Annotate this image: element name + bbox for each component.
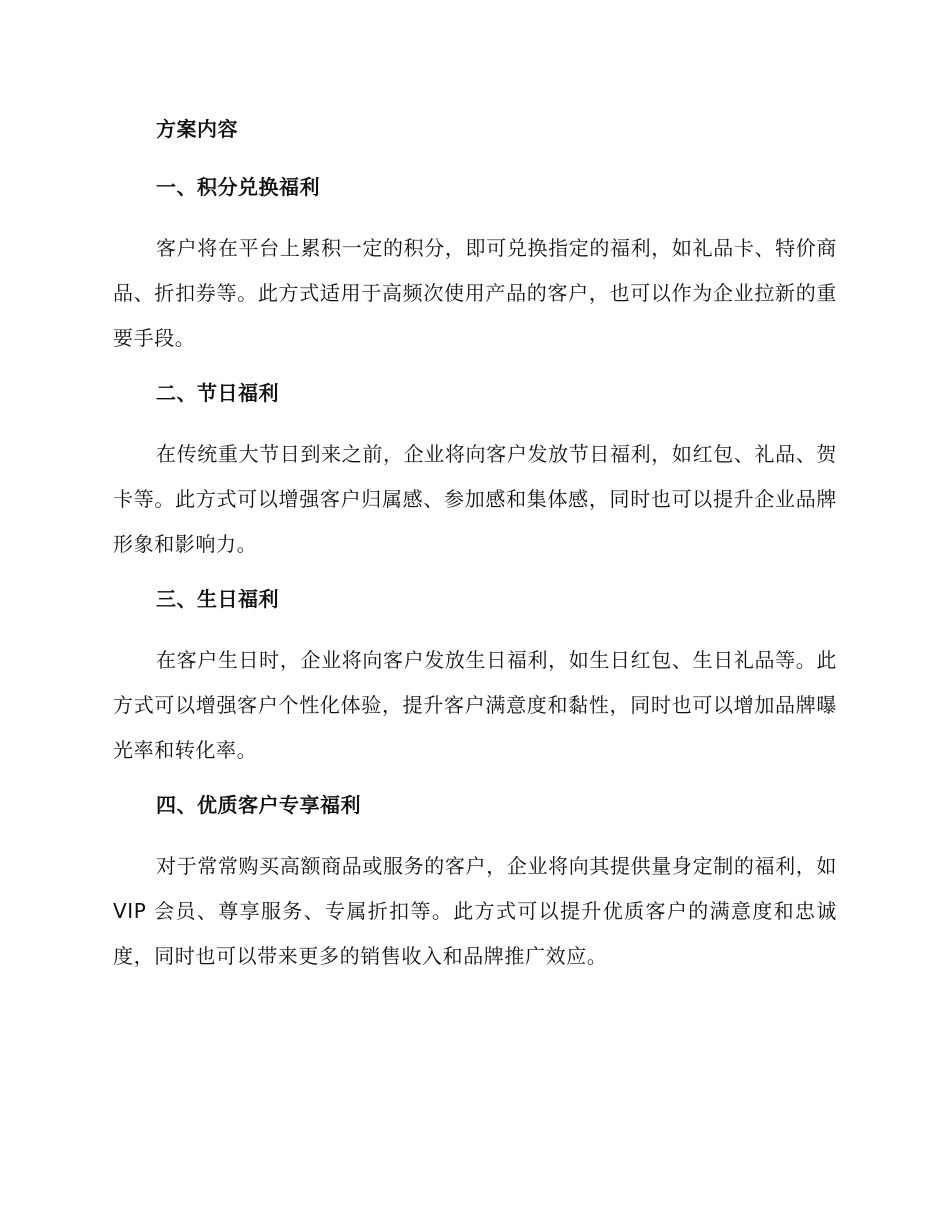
document-content: [113, 112, 837, 979]
section-heading-birthday: 三、生日福利: [156, 587, 279, 611]
section-heading-points-exchange: 一、积分兑换福利: [156, 175, 320, 199]
document-title: 方案内容: [156, 117, 238, 141]
section-heading-holiday: 二、节日福利: [156, 381, 279, 405]
section-body-holiday: 在传统重大节日到来之前，企业将向客户发放节日福利，如红包、礼品、贺卡等。此方式可以增强客户归属感、参加感和集体感，同时也可以提升企业品牌形象和影响力。: [113, 442, 837, 556]
section-heading-premium-customer: 四、优质客户专享福利: [156, 793, 361, 817]
section-body-premium-customer: 对于常常购买高额商品或服务的客户，企业将向其提供量身定制的福利，如 VIP 会员、尊享服务、专属折扣等。此方式可以提升优质客户的满意度和忠诚度，同时也可以带来更多的销售收入和品牌推广效应。: [113, 854, 837, 968]
section-body-points-exchange: 客户将在平台上累积一定的积分，即可兑换指定的福利，如礼品卡、特价商品、折扣券等。此方式适用于高频次使用产品的客户，也可以作为企业拉新的重要手段。: [113, 236, 837, 350]
section-body-birthday: 在客户生日时，企业将向客户发放生日福利，如生日红包、生日礼品等。此方式可以增强客户个性化体验，提升客户满意度和黏性，同时也可以增加品牌曝光率和转化率。: [113, 648, 837, 762]
